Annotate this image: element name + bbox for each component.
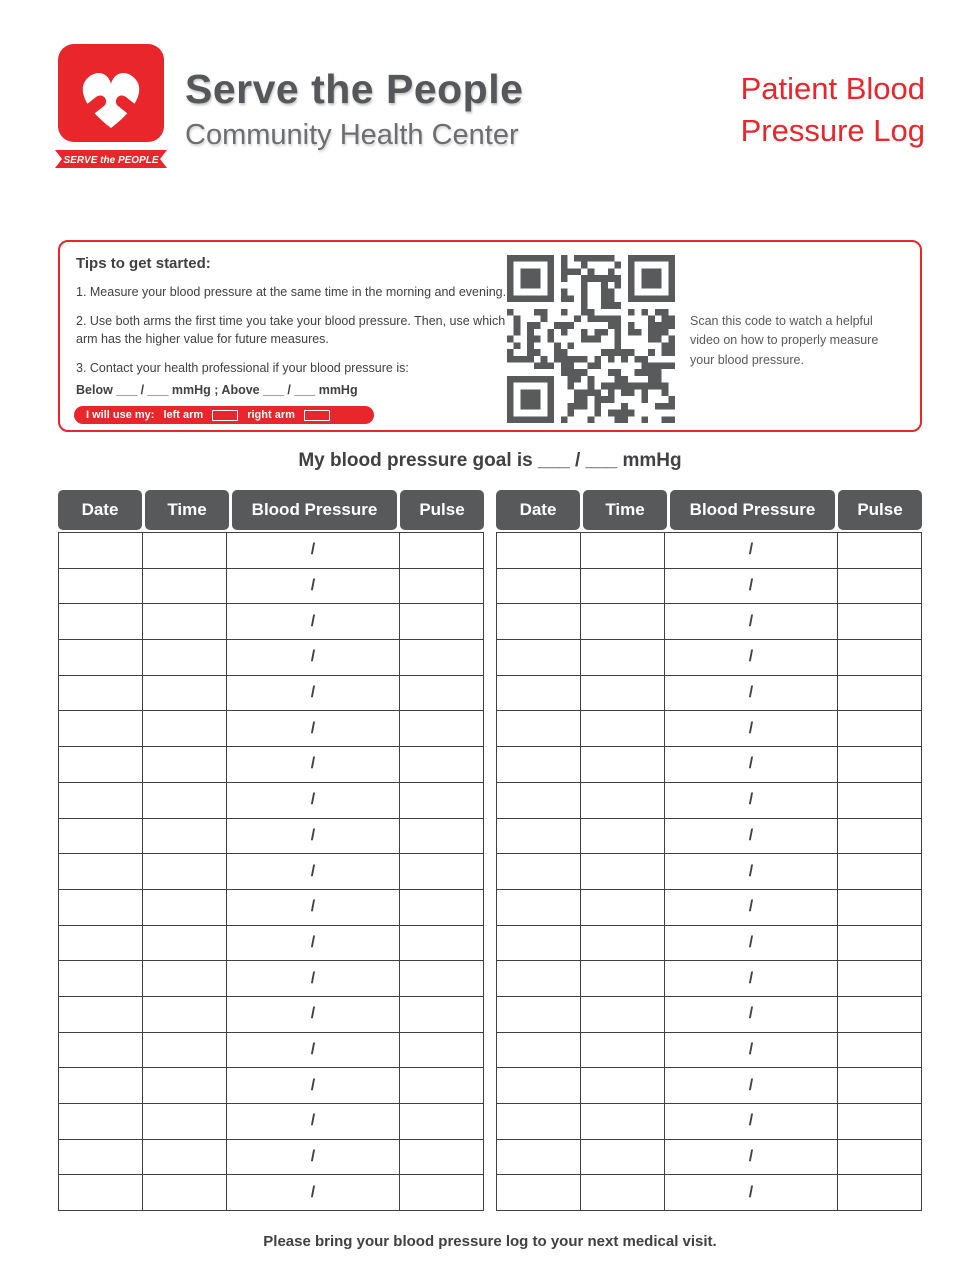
pulse-cell[interactable] bbox=[838, 1140, 922, 1175]
time-cell[interactable] bbox=[581, 1068, 665, 1103]
date-cell[interactable] bbox=[497, 1104, 581, 1139]
date-cell[interactable] bbox=[59, 676, 143, 711]
log-row bbox=[496, 1175, 922, 1211]
time-cell[interactable] bbox=[143, 926, 227, 961]
time-cell[interactable] bbox=[143, 1104, 227, 1139]
blood-pressure-cell[interactable]: / bbox=[227, 569, 400, 604]
org-subtitle: Community Health Center bbox=[185, 119, 519, 151]
log-row bbox=[496, 1033, 922, 1069]
pulse-cell[interactable] bbox=[400, 1104, 484, 1139]
tip-2: 2. Use both arms the first time you take your blood pressure. Then, use which arm has the higher value for future measures. bbox=[76, 314, 506, 347]
time-cell[interactable] bbox=[581, 569, 665, 604]
pulse-cell[interactable] bbox=[838, 569, 922, 604]
blood-pressure-cell[interactable]: / bbox=[665, 747, 838, 782]
log-row bbox=[58, 604, 484, 640]
log-row bbox=[496, 604, 922, 640]
blood-pressure-cell[interactable]: / bbox=[227, 997, 400, 1032]
blood-pressure-cell[interactable]: / bbox=[227, 1033, 400, 1068]
tip-1: 1. Measure your blood pressure at the same time in the morning and evening. bbox=[76, 285, 507, 299]
time-cell[interactable] bbox=[581, 676, 665, 711]
date-cell[interactable] bbox=[497, 997, 581, 1032]
pulse-cell[interactable] bbox=[400, 569, 484, 604]
log-row bbox=[58, 854, 484, 890]
date-cell[interactable] bbox=[497, 604, 581, 639]
log-row bbox=[58, 783, 484, 819]
date-cell[interactable] bbox=[59, 569, 143, 604]
pulse-cell[interactable] bbox=[838, 1175, 922, 1210]
date-cell[interactable] bbox=[59, 747, 143, 782]
date-cell[interactable] bbox=[59, 1175, 143, 1210]
pulse-cell[interactable] bbox=[400, 783, 484, 818]
log-row bbox=[58, 711, 484, 747]
pulse-cell[interactable] bbox=[838, 926, 922, 961]
time-cell[interactable] bbox=[143, 711, 227, 746]
log-row bbox=[58, 1140, 484, 1176]
blood-pressure-cell[interactable]: / bbox=[227, 1140, 400, 1175]
blood-pressure-cell[interactable]: / bbox=[227, 783, 400, 818]
pulse-cell[interactable] bbox=[400, 854, 484, 889]
time-cell[interactable] bbox=[581, 854, 665, 889]
log-row bbox=[58, 926, 484, 962]
log-row bbox=[58, 819, 484, 855]
pulse-cell[interactable] bbox=[400, 819, 484, 854]
log-row bbox=[58, 1104, 484, 1140]
blood-pressure-cell[interactable]: / bbox=[665, 783, 838, 818]
blood-pressure-cell[interactable]: / bbox=[227, 1068, 400, 1103]
date-cell[interactable] bbox=[59, 854, 143, 889]
column-header-date: Date bbox=[496, 490, 580, 530]
column-header-pulse: Pulse bbox=[838, 490, 922, 530]
date-cell[interactable] bbox=[497, 676, 581, 711]
pulse-cell[interactable] bbox=[838, 1033, 922, 1068]
blood-pressure-cell[interactable]: / bbox=[227, 819, 400, 854]
org-logo bbox=[55, 44, 167, 177]
date-cell[interactable] bbox=[59, 819, 143, 854]
log-row bbox=[58, 890, 484, 926]
arm-selection-label: I will use my: bbox=[86, 409, 155, 421]
pulse-cell[interactable] bbox=[838, 783, 922, 818]
time-cell[interactable] bbox=[143, 1068, 227, 1103]
document-title bbox=[741, 68, 925, 152]
date-cell[interactable] bbox=[497, 569, 581, 604]
pulse-cell[interactable] bbox=[400, 1175, 484, 1210]
blood-pressure-cell[interactable]: / bbox=[665, 1068, 838, 1103]
column-header-date: Date bbox=[58, 490, 142, 530]
time-cell[interactable] bbox=[581, 926, 665, 961]
date-cell[interactable] bbox=[497, 1175, 581, 1210]
blood-pressure-cell[interactable]: / bbox=[665, 854, 838, 889]
qr-caption: Scan this code to watch a helpful video on how to properly measure your blood pressure. bbox=[690, 314, 879, 367]
left-arm-checkbox[interactable] bbox=[212, 410, 238, 421]
log-row bbox=[496, 1104, 922, 1140]
header bbox=[55, 42, 925, 192]
pulse-cell[interactable] bbox=[400, 604, 484, 639]
time-cell[interactable] bbox=[581, 1175, 665, 1210]
bp-goal-line: My blood pressure goal is ___ / ___ mmHg bbox=[298, 450, 682, 471]
blood-pressure-cell[interactable]: / bbox=[665, 1033, 838, 1068]
log-row bbox=[58, 533, 484, 569]
tips-text-block bbox=[76, 255, 508, 397]
log-row bbox=[58, 997, 484, 1033]
log-row bbox=[496, 676, 922, 712]
pulse-cell[interactable] bbox=[838, 640, 922, 675]
log-row bbox=[496, 569, 922, 605]
date-cell[interactable] bbox=[59, 783, 143, 818]
time-cell[interactable] bbox=[581, 783, 665, 818]
bp-thresholds-line: Below ___ / ___ mmHg ; Above ___ / ___ mmHg bbox=[76, 382, 358, 397]
blood-pressure-cell[interactable]: / bbox=[665, 569, 838, 604]
log-row bbox=[58, 1175, 484, 1211]
date-cell[interactable] bbox=[497, 747, 581, 782]
time-cell[interactable] bbox=[581, 711, 665, 746]
pulse-cell[interactable] bbox=[400, 1033, 484, 1068]
blood-pressure-cell[interactable]: / bbox=[665, 711, 838, 746]
blood-pressure-cell[interactable]: / bbox=[665, 961, 838, 996]
date-cell[interactable] bbox=[59, 640, 143, 675]
pulse-cell[interactable] bbox=[838, 1068, 922, 1103]
left-arm-label: left arm bbox=[163, 409, 204, 421]
blood-pressure-cell[interactable]: / bbox=[665, 997, 838, 1032]
blood-pressure-cell[interactable]: / bbox=[665, 819, 838, 854]
bp-log-table-left bbox=[58, 490, 484, 1211]
log-row bbox=[496, 926, 922, 962]
column-header-pulse: Pulse bbox=[400, 490, 484, 530]
date-cell[interactable] bbox=[59, 997, 143, 1032]
time-cell[interactable] bbox=[581, 961, 665, 996]
time-cell[interactable] bbox=[143, 533, 227, 568]
blood-pressure-cell[interactable]: / bbox=[665, 640, 838, 675]
date-cell[interactable] bbox=[59, 711, 143, 746]
date-cell[interactable] bbox=[59, 926, 143, 961]
pulse-cell[interactable] bbox=[400, 926, 484, 961]
log-tables bbox=[58, 490, 922, 1211]
pulse-cell[interactable] bbox=[400, 676, 484, 711]
footer-note: Please bring your blood pressure log to your next medical visit. bbox=[263, 1233, 717, 1250]
pulse-cell[interactable] bbox=[400, 640, 484, 675]
tips-title: Tips to get started: bbox=[76, 255, 211, 272]
pulse-cell[interactable] bbox=[838, 819, 922, 854]
pulse-cell[interactable] bbox=[400, 890, 484, 925]
time-cell[interactable] bbox=[581, 890, 665, 925]
table-body bbox=[496, 532, 922, 1211]
pulse-cell[interactable] bbox=[838, 604, 922, 639]
time-cell[interactable] bbox=[143, 676, 227, 711]
time-cell[interactable] bbox=[581, 604, 665, 639]
time-cell[interactable] bbox=[143, 604, 227, 639]
time-cell[interactable] bbox=[581, 1033, 665, 1068]
date-cell[interactable] bbox=[497, 819, 581, 854]
time-cell[interactable] bbox=[143, 961, 227, 996]
heart-hands-logo-icon bbox=[55, 44, 167, 172]
blood-pressure-cell[interactable]: / bbox=[227, 854, 400, 889]
time-cell[interactable] bbox=[143, 640, 227, 675]
log-row bbox=[496, 533, 922, 569]
log-row bbox=[58, 676, 484, 712]
time-cell[interactable] bbox=[581, 1140, 665, 1175]
log-row bbox=[496, 961, 922, 997]
time-cell[interactable] bbox=[143, 997, 227, 1032]
date-cell[interactable] bbox=[497, 711, 581, 746]
tips-box bbox=[58, 240, 922, 432]
log-row bbox=[58, 747, 484, 783]
log-row bbox=[58, 640, 484, 676]
time-cell[interactable] bbox=[143, 854, 227, 889]
log-row bbox=[58, 961, 484, 997]
blood-pressure-cell[interactable]: / bbox=[227, 676, 400, 711]
blood-pressure-cell[interactable]: / bbox=[227, 961, 400, 996]
log-row bbox=[496, 783, 922, 819]
document-title-line2: Pressure Log bbox=[740, 112, 925, 148]
date-cell[interactable] bbox=[497, 1033, 581, 1068]
log-row bbox=[496, 890, 922, 926]
tip-3: 3. Contact your health professional if your blood pressure is: bbox=[76, 361, 409, 376]
pulse-cell[interactable] bbox=[838, 747, 922, 782]
date-cell[interactable] bbox=[497, 640, 581, 675]
time-cell[interactable] bbox=[581, 1104, 665, 1139]
blood-pressure-cell[interactable]: / bbox=[227, 890, 400, 925]
date-cell[interactable] bbox=[497, 1140, 581, 1175]
date-cell[interactable] bbox=[497, 783, 581, 818]
time-cell[interactable] bbox=[581, 747, 665, 782]
blood-pressure-cell[interactable]: / bbox=[665, 1140, 838, 1175]
pulse-cell[interactable] bbox=[838, 890, 922, 925]
date-cell[interactable] bbox=[497, 890, 581, 925]
column-header-blood-pressure: Blood Pressure bbox=[232, 490, 397, 530]
log-row bbox=[496, 854, 922, 890]
bp-log-table-right bbox=[496, 490, 922, 1211]
blood-pressure-cell[interactable]: / bbox=[665, 676, 838, 711]
pulse-cell[interactable] bbox=[400, 711, 484, 746]
blood-pressure-cell[interactable]: / bbox=[665, 604, 838, 639]
right-arm-label: right arm bbox=[247, 409, 295, 421]
pulse-cell[interactable] bbox=[400, 1140, 484, 1175]
log-row bbox=[58, 569, 484, 605]
pulse-cell[interactable] bbox=[838, 961, 922, 996]
date-cell[interactable] bbox=[59, 890, 143, 925]
pulse-cell[interactable] bbox=[400, 747, 484, 782]
document-title-line1: Patient Blood bbox=[740, 71, 925, 106]
table-header-row bbox=[58, 490, 484, 530]
blood-pressure-cell[interactable]: / bbox=[227, 711, 400, 746]
column-header-time: Time bbox=[145, 490, 229, 530]
blood-pressure-cell[interactable]: / bbox=[227, 1175, 400, 1210]
date-cell[interactable] bbox=[497, 926, 581, 961]
time-cell[interactable] bbox=[143, 1175, 227, 1210]
blood-pressure-cell[interactable]: / bbox=[665, 890, 838, 925]
pulse-cell[interactable] bbox=[838, 1104, 922, 1139]
logo-banner-text: SERVE the PEOPLE bbox=[63, 155, 159, 166]
time-cell[interactable] bbox=[143, 890, 227, 925]
pulse-cell[interactable] bbox=[838, 533, 922, 568]
pulse-cell[interactable] bbox=[838, 854, 922, 889]
log-row bbox=[496, 1140, 922, 1176]
date-cell[interactable] bbox=[59, 604, 143, 639]
table-body bbox=[58, 532, 484, 1211]
log-row bbox=[58, 1033, 484, 1069]
time-cell[interactable] bbox=[581, 997, 665, 1032]
log-row bbox=[58, 1068, 484, 1104]
pulse-cell[interactable] bbox=[400, 533, 484, 568]
time-cell[interactable] bbox=[143, 819, 227, 854]
org-name: Serve the People bbox=[185, 66, 524, 112]
blood-pressure-cell[interactable]: / bbox=[227, 640, 400, 675]
org-title-block bbox=[185, 66, 523, 152]
arm-selection-banner bbox=[74, 406, 374, 424]
time-cell[interactable] bbox=[581, 533, 665, 568]
qr-code bbox=[507, 255, 675, 423]
blood-pressure-cell[interactable]: / bbox=[227, 604, 400, 639]
blood-pressure-cell[interactable]: / bbox=[227, 747, 400, 782]
log-row bbox=[496, 640, 922, 676]
date-cell[interactable] bbox=[59, 1104, 143, 1139]
log-row bbox=[496, 1068, 922, 1104]
log-row bbox=[496, 747, 922, 783]
time-cell[interactable] bbox=[143, 569, 227, 604]
blood-pressure-cell[interactable]: / bbox=[665, 533, 838, 568]
date-cell[interactable] bbox=[497, 854, 581, 889]
time-cell[interactable] bbox=[143, 783, 227, 818]
blood-pressure-cell[interactable]: / bbox=[227, 1104, 400, 1139]
time-cell[interactable] bbox=[143, 1140, 227, 1175]
pulse-cell[interactable] bbox=[838, 997, 922, 1032]
time-cell[interactable] bbox=[143, 747, 227, 782]
log-row bbox=[496, 997, 922, 1033]
blood-pressure-cell[interactable]: / bbox=[665, 1175, 838, 1210]
pulse-cell[interactable] bbox=[400, 997, 484, 1032]
column-header-time: Time bbox=[583, 490, 667, 530]
date-cell[interactable] bbox=[59, 1068, 143, 1103]
column-header-blood-pressure: Blood Pressure bbox=[670, 490, 835, 530]
pulse-cell[interactable] bbox=[400, 1068, 484, 1103]
pulse-cell[interactable] bbox=[400, 961, 484, 996]
time-cell[interactable] bbox=[581, 819, 665, 854]
time-cell[interactable] bbox=[143, 1033, 227, 1068]
pulse-cell[interactable] bbox=[838, 711, 922, 746]
date-cell[interactable] bbox=[497, 533, 581, 568]
right-arm-checkbox[interactable] bbox=[304, 410, 330, 421]
date-cell[interactable] bbox=[497, 961, 581, 996]
log-row bbox=[496, 711, 922, 747]
date-cell[interactable] bbox=[497, 1068, 581, 1103]
blood-pressure-cell[interactable]: / bbox=[665, 926, 838, 961]
date-cell[interactable] bbox=[59, 961, 143, 996]
table-header-row bbox=[496, 490, 922, 530]
time-cell[interactable] bbox=[581, 640, 665, 675]
date-cell[interactable] bbox=[59, 1033, 143, 1068]
blood-pressure-cell[interactable]: / bbox=[227, 533, 400, 568]
blood-pressure-cell[interactable]: / bbox=[227, 926, 400, 961]
blood-pressure-cell[interactable]: / bbox=[665, 1104, 838, 1139]
date-cell[interactable] bbox=[59, 533, 143, 568]
log-row bbox=[496, 819, 922, 855]
pulse-cell[interactable] bbox=[838, 676, 922, 711]
date-cell[interactable] bbox=[59, 1140, 143, 1175]
